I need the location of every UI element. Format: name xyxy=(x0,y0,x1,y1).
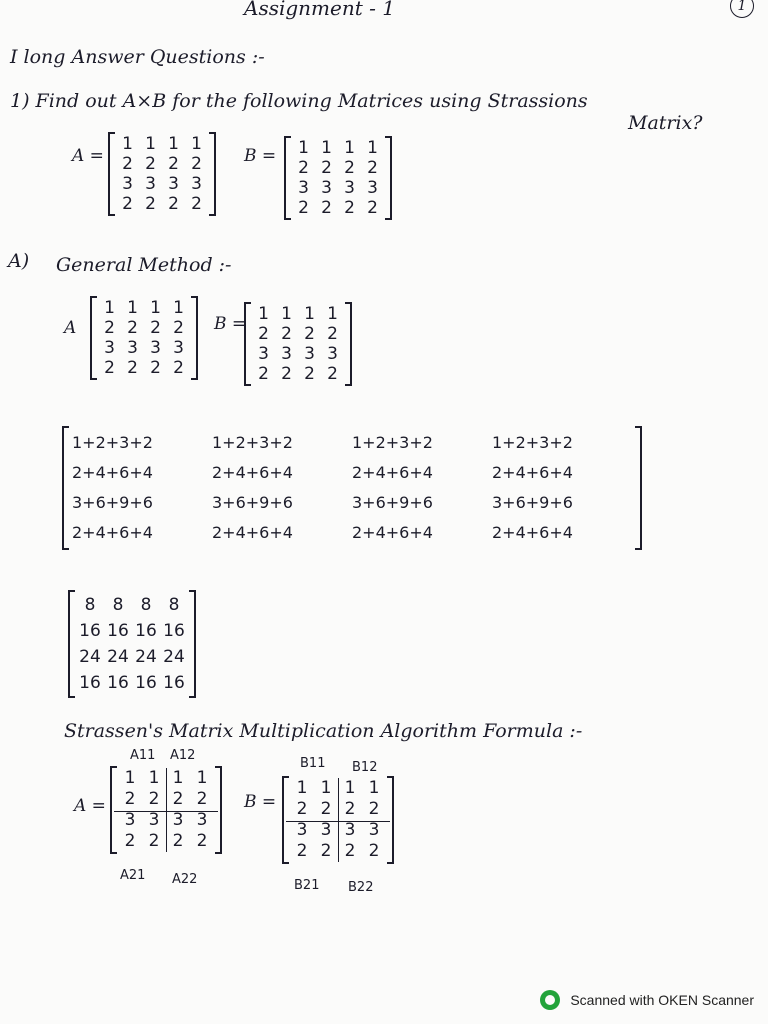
matrix-a-label: A = xyxy=(72,146,104,166)
matrix-row: 2 2 2 2 xyxy=(124,789,208,809)
matrix-row: 1 1 1 1 xyxy=(122,134,202,154)
section-heading: I long Answer Questions :- xyxy=(10,46,265,68)
b12-label: B12 xyxy=(352,760,378,775)
matrix-row: 1 1 1 1 xyxy=(104,298,184,318)
matrix-row: 3 3 3 3 xyxy=(122,174,202,194)
matrix-row: 3 3 3 3 xyxy=(296,820,380,840)
expansion-row: 1+2+3+2 1+2+3+2 1+2+3+2 1+2+3+2 xyxy=(72,433,573,452)
strassen-heading: Strassen's Matrix Multiplication Algorithm Formula :- xyxy=(64,720,583,742)
matrix-row: 16 16 16 16 xyxy=(79,673,185,693)
expansion-matrix xyxy=(62,426,642,550)
matrix-row: 16 16 16 16 xyxy=(79,621,185,641)
matrix-row: 1 1 1 1 xyxy=(296,778,380,798)
matrix-row: 2 2 2 2 xyxy=(122,154,202,174)
page-number: 1 xyxy=(730,0,754,18)
b22-label: B22 xyxy=(348,880,374,895)
strassen-matrix-a xyxy=(110,766,222,854)
matrix-row: 3 3 3 3 xyxy=(104,338,184,358)
strassen-matrix-b-label: B = xyxy=(244,792,277,812)
partition-divider-vertical xyxy=(338,778,339,862)
scanner-watermark xyxy=(540,990,754,1010)
result-matrix xyxy=(68,590,196,698)
general-matrix-b-label: B = xyxy=(214,314,247,334)
b21-label: B21 xyxy=(294,878,320,893)
partition-divider-horizontal xyxy=(286,821,390,822)
partition-divider-vertical xyxy=(166,768,167,852)
expansion-row: 2+4+6+4 2+4+6+4 2+4+6+4 2+4+6+4 xyxy=(72,463,573,482)
answer-label: A) xyxy=(8,250,30,272)
question-matrix-b xyxy=(284,136,392,220)
matrix-row: 8 8 8 8 xyxy=(84,595,180,615)
matrix-row: 2 2 2 2 xyxy=(296,841,380,861)
question-line-2: Matrix? xyxy=(628,112,703,134)
general-method-heading: General Method :- xyxy=(56,254,232,276)
strassen-matrix-a-label: A = xyxy=(74,796,106,816)
matrix-row: 24 24 24 24 xyxy=(79,647,185,667)
b11-label: B11 xyxy=(300,756,326,771)
matrix-b-label: B = xyxy=(244,146,277,166)
strassen-matrix-b xyxy=(282,776,394,864)
oken-logo-icon xyxy=(540,990,560,1010)
a21-label: A21 xyxy=(120,868,146,883)
matrix-row: 2 2 2 2 xyxy=(298,198,378,218)
matrix-row: 1 1 1 1 xyxy=(258,304,338,324)
matrix-row: 1 1 1 1 xyxy=(298,138,378,158)
matrix-row: 2 2 2 2 xyxy=(104,318,184,338)
a22-label: A22 xyxy=(172,872,198,887)
matrix-row: 2 2 2 2 xyxy=(104,358,184,378)
question-line-1: 1) Find out A×B for the following Matrices using Strassions xyxy=(10,90,588,112)
question-matrix-a xyxy=(108,132,216,216)
matrix-row: 2 2 2 2 xyxy=(298,158,378,178)
partition-divider-horizontal xyxy=(114,811,218,812)
a11-label: A11 xyxy=(130,748,156,763)
general-matrix-b xyxy=(244,302,352,386)
expansion-row: 2+4+6+4 2+4+6+4 2+4+6+4 2+4+6+4 xyxy=(72,523,573,542)
matrix-row: 2 2 2 2 xyxy=(296,799,380,819)
matrix-row: 2 2 2 2 xyxy=(258,364,338,384)
matrix-row: 2 2 2 2 xyxy=(122,194,202,214)
a12-label: A12 xyxy=(170,748,196,763)
general-matrix-a-label: A xyxy=(64,318,77,338)
matrix-row: 2 2 2 2 xyxy=(124,831,208,851)
matrix-row: 3 3 3 3 xyxy=(258,344,338,364)
scanner-text: Scanned with OKEN Scanner xyxy=(570,992,754,1008)
matrix-row: 1 1 1 1 xyxy=(124,768,208,788)
matrix-row: 3 3 3 3 xyxy=(298,178,378,198)
matrix-row: 3 3 3 3 xyxy=(124,810,208,830)
assignment-title: Assignment - 1 xyxy=(244,0,395,20)
general-matrix-a xyxy=(90,296,198,380)
expansion-row: 3+6+9+6 3+6+9+6 3+6+9+6 3+6+9+6 xyxy=(72,493,573,512)
matrix-row: 2 2 2 2 xyxy=(258,324,338,344)
